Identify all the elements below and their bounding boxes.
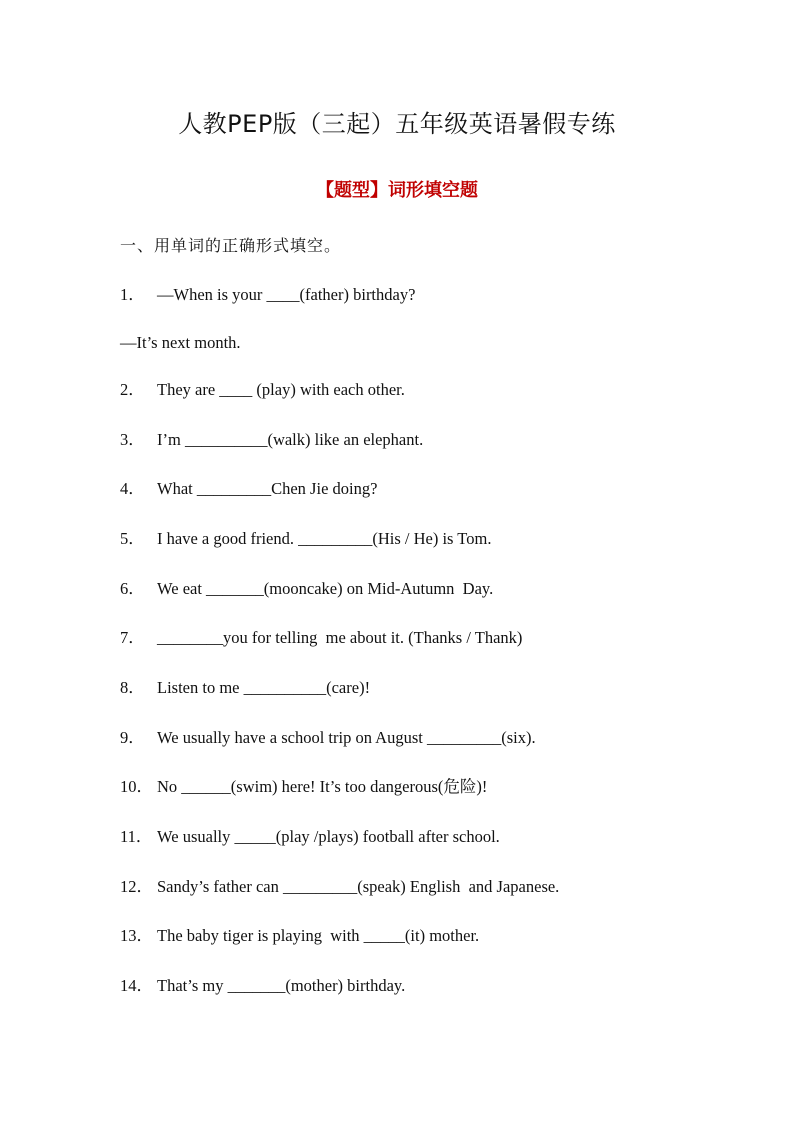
answer-line (120, 332, 241, 354)
question-item (120, 578, 493, 600)
question-text: I have a good friend. _________(His / He) is Tom. (157, 529, 492, 548)
question-item (120, 478, 377, 500)
question-item (120, 727, 536, 749)
question-number: 9． (120, 728, 145, 747)
question-type-subtitle: 【题型】词形填空题 (316, 180, 478, 201)
question-number: 4． (120, 479, 145, 498)
question-number: 11． (120, 827, 153, 846)
question-number: 8． (120, 678, 145, 697)
question-item (120, 528, 491, 550)
question-number: 13． (120, 926, 153, 945)
question-item (120, 284, 415, 306)
question-item (120, 379, 405, 401)
question-number: 2． (120, 380, 145, 399)
question-text: That’s my _______(mother) birthday. (157, 976, 406, 995)
question-text: The baby tiger is playing with _____(it) mother. (157, 926, 480, 945)
question-item (120, 627, 522, 649)
question-text: We usually _____(play /plays) football after school. (157, 827, 500, 846)
question-text: What _________Chen Jie doing? (157, 479, 378, 498)
question-number: 5． (120, 529, 145, 548)
question-item (120, 677, 370, 699)
question-text: ________you for telling me about it. (Thanks / Thank) (157, 628, 523, 647)
question-text: —When is your ____(father) birthday? (157, 285, 416, 304)
question-item (120, 876, 559, 898)
question-item (120, 975, 405, 997)
question-number: 3． (120, 430, 145, 449)
question-number: 12． (120, 877, 153, 896)
question-number: 10． (120, 777, 153, 796)
question-number: 1． (120, 285, 145, 304)
question-text: They are ____ (play) with each other. (157, 380, 405, 399)
question-text: No ______(swim) here! It’s too dangerous(危险)! (157, 777, 488, 796)
document-title: 人教PEP版（三起）五年级英语暑假专练 (178, 110, 616, 138)
question-text: Sandy’s father can _________(speak) English and Japanese. (157, 877, 560, 896)
question-number: 14． (120, 976, 153, 995)
question-item (120, 429, 423, 451)
question-number: 6． (120, 579, 145, 598)
question-item (120, 776, 487, 798)
question-text: We eat _______(mooncake) on Mid-Autumn Day. (157, 579, 494, 598)
question-item (120, 925, 479, 947)
section-heading: 一、用单词的正确形式填空。 (120, 236, 342, 255)
question-item (120, 826, 500, 848)
question-text: We usually have a school trip on August _________(six). (157, 728, 536, 747)
question-text: I’m __________(walk) like an elephant. (157, 430, 424, 449)
answer-text: —It’s next month. (120, 333, 241, 352)
question-number: 7． (120, 628, 145, 647)
question-text: Listen to me __________(care)! (157, 678, 371, 697)
